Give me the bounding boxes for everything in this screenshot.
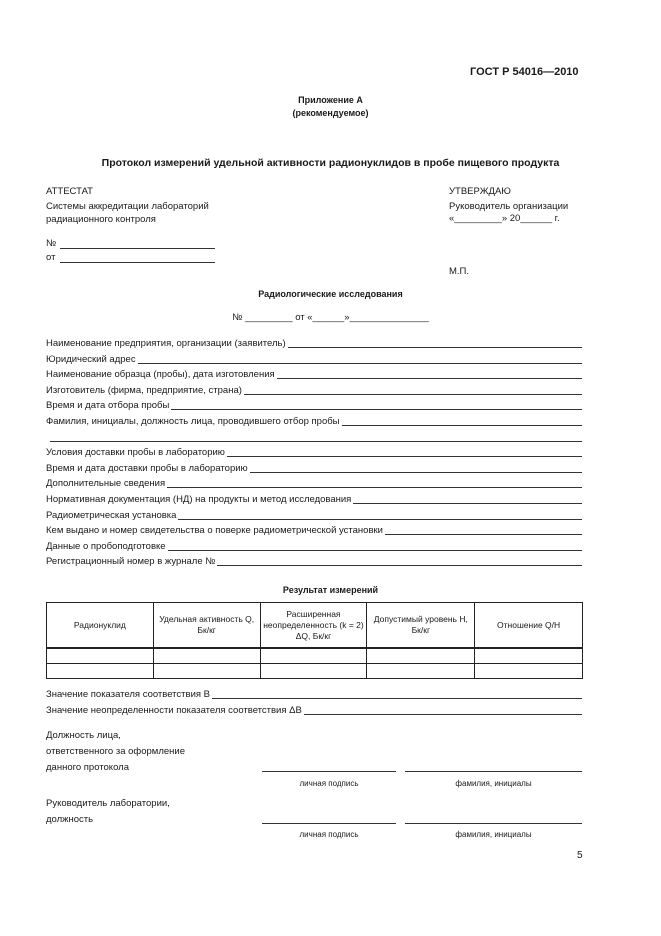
form-field-row bbox=[46, 462, 582, 474]
form-field-input-line[interactable] bbox=[250, 472, 582, 473]
col-uncertainty: Расширенная неопределенность (k = 2) ΔQ, Бк/кг bbox=[260, 603, 367, 649]
form-field-input-line[interactable] bbox=[50, 441, 582, 442]
sign1-signature-caption: личная подпись bbox=[299, 779, 359, 788]
table-cell[interactable] bbox=[367, 648, 475, 664]
compliance-value-field[interactable] bbox=[212, 698, 582, 699]
col-specific-activity: Удельная активность Q, Бк/кг bbox=[153, 603, 260, 649]
form-field-row bbox=[46, 431, 582, 443]
sign1-name-field[interactable] bbox=[405, 771, 582, 772]
table-cell[interactable] bbox=[153, 664, 260, 679]
form-field-label: Кем выдано и номер свидетельства о поверке радиометрической установки bbox=[46, 525, 383, 537]
form-field-input-line[interactable] bbox=[217, 565, 582, 566]
attestat-number-field[interactable] bbox=[60, 248, 215, 249]
table-cell[interactable] bbox=[367, 664, 475, 679]
table-cell[interactable] bbox=[153, 648, 260, 664]
compliance-value-label: Значение показателя соответствия B bbox=[46, 689, 211, 700]
sign1-line2: ответственного за оформление bbox=[46, 746, 185, 757]
form-field-input-line[interactable] bbox=[385, 534, 582, 535]
compliance-uncertainty-row bbox=[46, 704, 582, 716]
appendix-title: Приложение А bbox=[298, 95, 363, 105]
form-field-input-line[interactable] bbox=[171, 409, 582, 410]
table-cell[interactable] bbox=[260, 664, 367, 679]
sign1-signature-field[interactable] bbox=[262, 771, 396, 772]
attestat-line2: Системы аккредитации лабораторий bbox=[46, 201, 209, 212]
stamp-place: М.П. bbox=[449, 266, 470, 277]
form-field-row bbox=[46, 540, 582, 552]
form-field-label: Юридический адрес bbox=[46, 353, 136, 365]
form-field-row bbox=[46, 384, 582, 396]
approve-date: «_________» 20______ г. bbox=[449, 213, 560, 224]
form-field-input-line[interactable] bbox=[353, 503, 582, 504]
attestat-date-field[interactable] bbox=[60, 262, 215, 263]
attestat-number-label: № bbox=[46, 238, 57, 249]
form-field-label: Радиометрическая установка bbox=[46, 509, 177, 521]
col-permissible-level: Допустимый уровень H, Бк/кг bbox=[367, 603, 475, 649]
attestat-from-label: от bbox=[46, 252, 56, 263]
form-field-row bbox=[46, 509, 582, 521]
table-row bbox=[47, 664, 583, 679]
form-field-input-line[interactable] bbox=[342, 425, 582, 426]
sign2-signature-field[interactable] bbox=[262, 823, 396, 824]
sign2-line1: Руководитель лаборатории, bbox=[46, 798, 170, 809]
sign1-name-caption: фамилия, инициалы bbox=[455, 779, 532, 788]
approve-head: Руководитель организации bbox=[449, 201, 569, 212]
form-field-label: Время и дата доставки пробы в лабораторию bbox=[46, 462, 248, 474]
sign1-line1: Должность лица, bbox=[46, 730, 121, 741]
table-row bbox=[47, 648, 583, 664]
form-field-label: Изготовитель (фирма, предприятие, страна) bbox=[46, 384, 242, 396]
form-field-label: Наименование предприятия, организации (заявитель) bbox=[46, 338, 286, 349]
form-field-input-line[interactable] bbox=[138, 363, 582, 364]
sign2-line2: должность bbox=[46, 814, 94, 825]
approve-label: УТВЕРЖДАЮ bbox=[449, 186, 511, 197]
sign2-signature-caption: личная подпись bbox=[299, 830, 359, 839]
form-field-row bbox=[46, 337, 582, 349]
form-field-input-line[interactable] bbox=[167, 487, 582, 488]
table-cell[interactable] bbox=[47, 648, 154, 664]
protocol-number-line: № _________ от «______»_______________ bbox=[232, 312, 429, 323]
table-cell[interactable] bbox=[260, 648, 367, 664]
form-field-input-line[interactable] bbox=[288, 347, 582, 348]
page-number: 5 bbox=[577, 850, 583, 861]
form-field-label: Время и дата отбора пробы bbox=[46, 400, 170, 412]
form-field-row bbox=[46, 493, 582, 505]
appendix-subtitle: (рекомендуемое) bbox=[292, 108, 369, 118]
sign2-name-field[interactable] bbox=[405, 823, 582, 824]
form-field-row bbox=[46, 415, 582, 427]
section-title: Радиологические исследования bbox=[258, 289, 403, 299]
form-field-row bbox=[46, 368, 582, 380]
table-cell[interactable] bbox=[47, 664, 154, 679]
form-field-row bbox=[46, 555, 582, 567]
compliance-value-row bbox=[46, 688, 582, 700]
form-field-input-line[interactable] bbox=[227, 456, 582, 457]
compliance-uncertainty-field[interactable] bbox=[304, 714, 582, 715]
form-field-row bbox=[46, 446, 582, 458]
attestat-label: АТТЕСТАТ bbox=[46, 186, 93, 197]
form-field-label: Условия доставки пробы в лабораторию bbox=[46, 447, 225, 459]
form-field-input-line[interactable] bbox=[168, 550, 582, 551]
form-field-input-line[interactable] bbox=[178, 519, 582, 520]
table-cell[interactable] bbox=[475, 664, 583, 679]
form-field-row bbox=[46, 477, 582, 489]
form-field-label: Регистрационный номер в журнале № bbox=[46, 556, 216, 568]
standard-number: ГОСТ Р 54016—2010 bbox=[470, 66, 579, 78]
form-field-row bbox=[46, 399, 582, 411]
results-table bbox=[46, 602, 583, 679]
form-field-label: Наименование образца (пробы), дата изготовления bbox=[46, 369, 275, 381]
col-radionuclide: Радионуклид bbox=[47, 603, 154, 649]
results-title: Результат измерений bbox=[282, 585, 379, 595]
table-cell[interactable] bbox=[475, 648, 583, 664]
form-field-row bbox=[46, 353, 582, 365]
form-field-input-line[interactable] bbox=[244, 394, 582, 395]
col-ratio: Отношение Q/H bbox=[475, 603, 583, 649]
form-field-label: Фамилия, инициалы, должность лица, проводившего отбор пробы bbox=[46, 416, 340, 427]
form-field-input-line[interactable] bbox=[277, 378, 582, 379]
sign1-line3: данного протокола bbox=[46, 762, 129, 773]
form-field-label: Нормативная документация (НД) на продукты и метод исследования bbox=[46, 494, 352, 505]
sign2-name-caption: фамилия, инициалы bbox=[455, 830, 532, 839]
compliance-uncertainty-label: Значение неопределенности показателя соответствия ΔB bbox=[46, 705, 302, 716]
form-field-label: Дополнительные сведения bbox=[46, 478, 166, 490]
form-field-label: Данные о пробоподготовке bbox=[46, 540, 166, 552]
attestat-line3: радиационного контроля bbox=[46, 214, 156, 225]
form-field-row bbox=[46, 524, 582, 536]
document-title: Протокол измерений удельной активности радионуклидов в пробе пищевого продукта bbox=[101, 157, 560, 169]
